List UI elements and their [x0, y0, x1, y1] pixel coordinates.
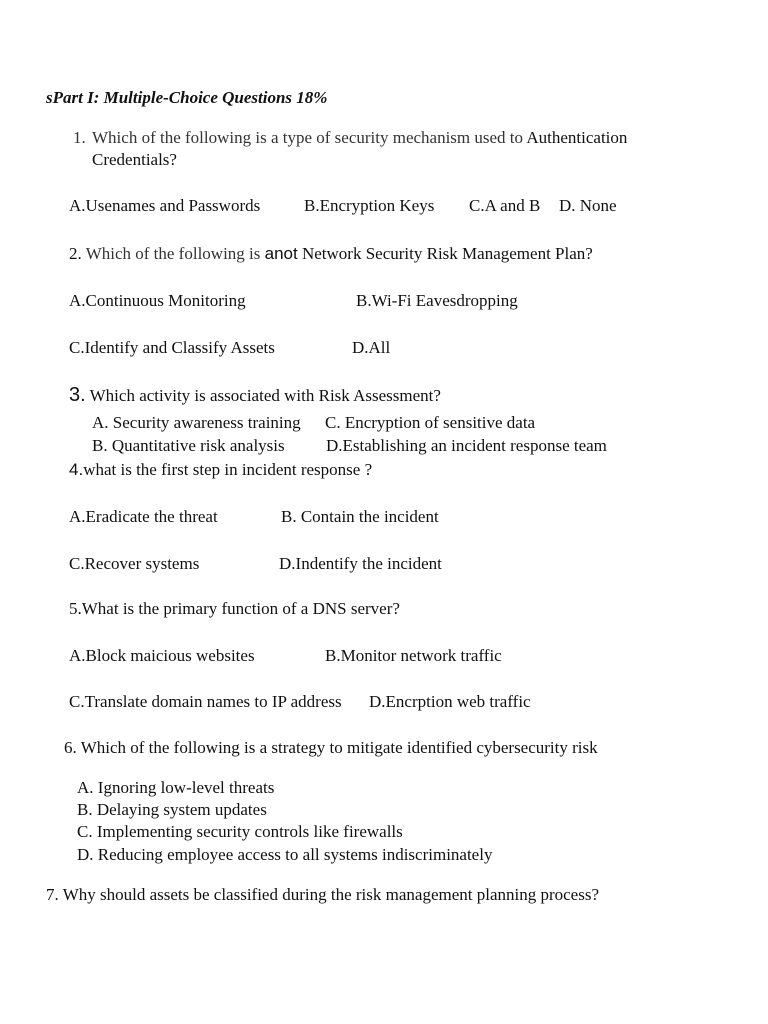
question-6-option-d: D. Reducing employee access to all systems indiscriminately [77, 845, 493, 864]
question-2-text-part1: Which of the following is [81, 244, 265, 263]
question-4-number: 4. [69, 460, 84, 479]
question-1-text-line2: Credentials? [92, 150, 177, 169]
question-4-option-d: D.Indentify the incident [279, 554, 442, 573]
question-1-option-a: A.Usenames and Passwords [69, 196, 261, 215]
section-heading: sPart I: Multiple-Choice Questions 18% [46, 88, 328, 107]
question-4-option-a: A.Eradicate the threat [69, 507, 218, 526]
question-1-option-d: D. None [559, 196, 617, 215]
question-1-text-part1: Which of the following is a type of security mechanism used to [92, 128, 527, 147]
question-6-text: 6. Which of the following is a strategy to mitigate identified cybersecurity risk [64, 738, 598, 757]
question-5-option-c: C.Translate domain names to IP address [69, 692, 342, 711]
question-1-text-part2: Authentication [526, 128, 628, 147]
question-4-text [69, 459, 372, 481]
question-3-number: 3. [69, 384, 86, 406]
question-1-option-c: C.A and B [469, 196, 541, 215]
question-4-option-b: B. Contain the incident [281, 507, 439, 526]
question-2-number: 2. [69, 244, 82, 263]
question-5-option-d: D.Encrption web traffic [369, 692, 531, 711]
question-5-option-a: A.Block maicious websites [69, 646, 255, 665]
question-5-text: 5.What is the primary function of a DNS server? [69, 599, 400, 618]
question-4-option-c: C.Recover systems [69, 554, 200, 573]
question-3-option-d: D.Establishing an incident response team [326, 436, 607, 455]
question-6-option-c: C. Implementing security controls like firewalls [77, 822, 403, 841]
question-4-text-body: what is the first step in incident response ? [83, 460, 373, 479]
question-2-text [69, 243, 593, 265]
question-3-option-c: C. Encryption of sensitive data [325, 413, 536, 432]
question-2-option-a: A.Continuous Monitoring [69, 291, 246, 310]
question-2-option-c: C.Identify and Classify Assets [69, 338, 275, 357]
question-2-option-d: D.All [352, 338, 391, 357]
question-5-option-b: B.Monitor network traffic [325, 646, 502, 665]
question-3-text [69, 384, 441, 407]
question-1-option-b: B.Encryption Keys [304, 196, 435, 215]
question-3-option-a: A. Security awareness training [92, 413, 301, 432]
question-2-option-b: B.Wi-Fi Eavesdropping [356, 291, 518, 310]
question-6-option-b: B. Delaying system updates [77, 800, 267, 819]
question-3-option-b: B. Quantitative risk analysis [92, 436, 285, 455]
question-2-text-part2: anot [264, 244, 298, 263]
question-6-option-a: A. Ignoring low-level threats [77, 778, 275, 797]
question-2-text-part3: Network Security Risk Management Plan? [297, 244, 593, 263]
question-1-number: 1. [73, 128, 86, 147]
question-7-text: 7. Why should assets be classified during the risk management planning process? [46, 885, 600, 904]
question-1-text [92, 127, 627, 149]
question-3-text-body: Which activity is associated with Risk Assessment? [85, 386, 441, 405]
